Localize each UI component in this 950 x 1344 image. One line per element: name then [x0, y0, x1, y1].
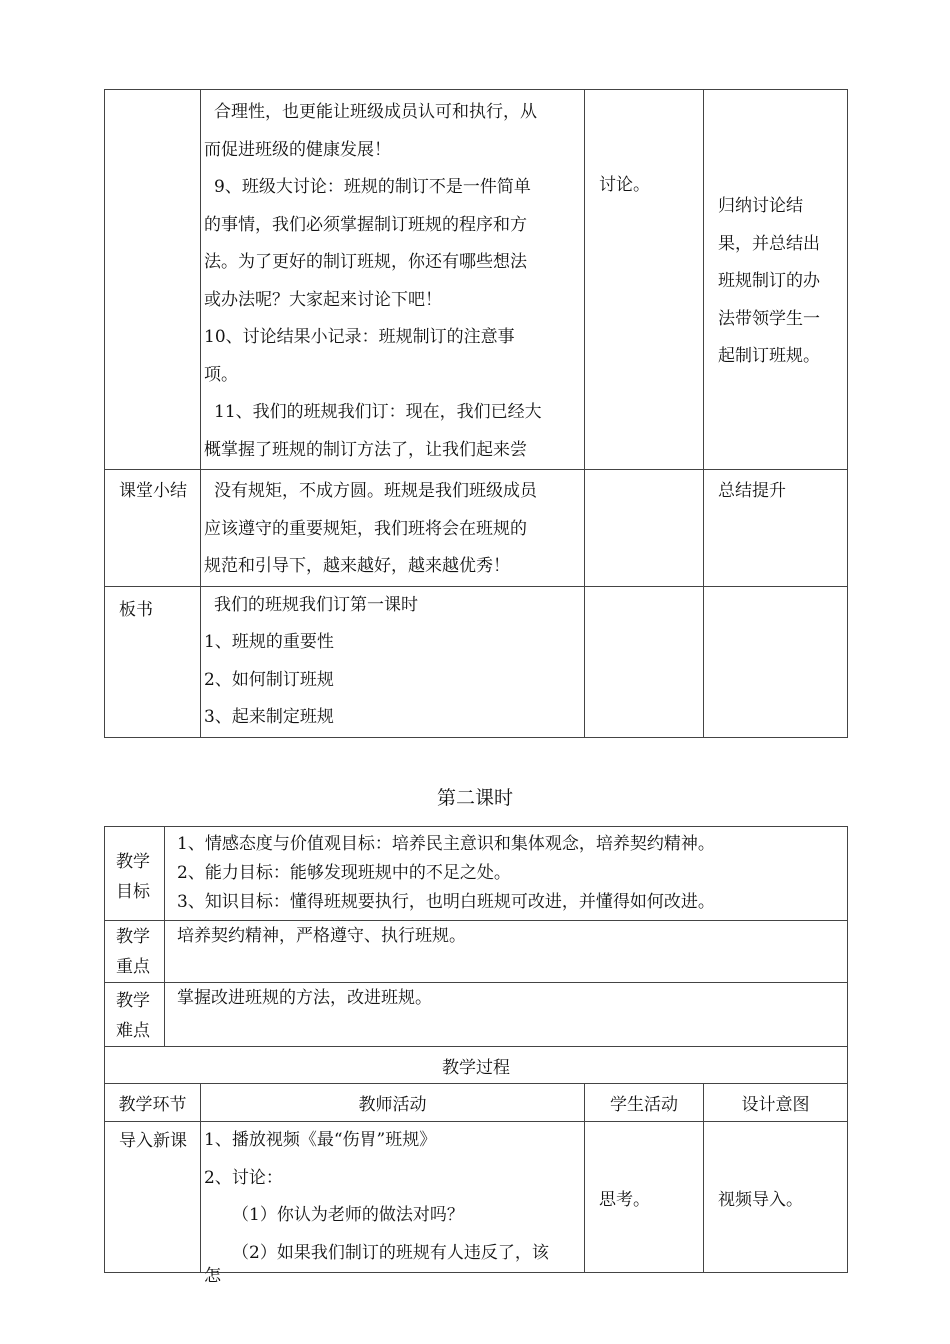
table-row: [105, 1047, 848, 1084]
teacher-line: 10、讨论结果小记录：班规制订的注意事: [204, 327, 515, 347]
label-line: 难点: [116, 1021, 150, 1041]
teacher-activity-cell: [201, 90, 585, 470]
teacher-activity-cell: [201, 470, 585, 587]
table-header-row: [105, 1084, 848, 1122]
key-points-label: [105, 921, 165, 983]
goal-line: 2、能力目标：能够发现班规中的不足之处。: [177, 863, 511, 883]
design-line: 果，并总结出: [718, 233, 820, 254]
header-student: 学生活动: [585, 1084, 704, 1122]
row-label-text: 板书: [119, 599, 153, 620]
board-line: 3、起来制定班规: [204, 707, 334, 727]
label-line: 重点: [116, 957, 150, 977]
header-design: 设计意图: [704, 1084, 848, 1122]
teacher-line: （1）你认为老师的做法对吗？: [232, 1205, 464, 1225]
table-row: [105, 90, 848, 470]
teacher-line: 1、播放视频《最“伤胃”班规》: [204, 1130, 437, 1150]
design-line: 归纳讨论结: [718, 196, 803, 216]
student-activity-text: 讨论。: [599, 175, 650, 195]
intro-label: [105, 1122, 201, 1273]
lesson1-table: [104, 89, 848, 738]
student-activity-cell: [585, 470, 704, 587]
row-label-summary: [105, 470, 201, 587]
student-activity-cell: [585, 90, 704, 470]
label-line: 教学: [116, 991, 150, 1011]
label-line: 教学: [116, 927, 150, 947]
process-title: 教学过程: [105, 1047, 848, 1084]
row-label: [105, 90, 201, 470]
lesson2-table: [104, 826, 848, 1286]
key-points-cell: [165, 921, 848, 983]
teacher-line: （2）如果我们制订的班规有人违反了，该: [232, 1242, 549, 1263]
goal-line: 1、情感态度与价值观目标：培养民主意识和集体观念，培养契约精神。: [177, 834, 715, 854]
design-intent-cell: [704, 1122, 848, 1273]
teacher-line: 应该遵守的重要规矩，我们班将会在班规的: [204, 518, 527, 539]
goals-cell: [165, 827, 848, 921]
teacher-line: 而促进班级的健康发展！: [204, 139, 391, 160]
student-activity-text: 思考。: [599, 1189, 650, 1210]
goal-line: 3、知识目标：懂得班规要执行，也明白班规可改进，并懂得如何改进。: [177, 892, 715, 912]
difficulties-text: 掌握改进班规的方法，改进班规。: [177, 988, 432, 1008]
table-row: [105, 586, 848, 737]
teacher-line: 法。为了更好的制订班规，你还有哪些想法: [204, 252, 527, 272]
student-activity-cell: [585, 1122, 704, 1273]
design-line: 法带领学生一: [718, 308, 820, 329]
design-line: 班规制订的办: [718, 271, 820, 291]
teacher-line: 11、我们的班规我们订：现在，我们已经大: [214, 402, 542, 422]
teacher-line: 怎: [204, 1266, 221, 1286]
student-activity-cell: [585, 586, 704, 737]
board-line: 我们的班规我们订第一课时: [214, 594, 418, 615]
design-intent-cell: [704, 470, 848, 587]
difficulties-label: [105, 983, 165, 1047]
design-text: 总结提升: [718, 481, 786, 501]
difficulties-cell: [165, 983, 848, 1047]
table-row: [105, 1122, 848, 1273]
lesson2-title: 第二课时: [436, 787, 513, 809]
teacher-line: 的事情，我们必须掌握制订班规的程序和方: [204, 214, 527, 235]
row-label-board: [105, 586, 201, 737]
goals-label: [105, 827, 165, 921]
table-row: [105, 983, 848, 1047]
row-label-text: 导入新课: [119, 1131, 187, 1151]
teacher-line: 或办法呢？大家起来讨论下吧！: [204, 289, 442, 310]
board-cell: [201, 586, 585, 737]
design-intent-cell: [704, 90, 848, 470]
teacher-line: 规范和引导下，越来越好，越来越优秀！: [204, 556, 510, 576]
row-label-text: 课堂小结: [119, 481, 187, 501]
table-row: [105, 470, 848, 587]
teacher-line: 9、班级大讨论：班规的制订不是一件简单: [214, 177, 531, 197]
teacher-line: 没有规矩，不成方圆。班规是我们班级成员: [214, 481, 537, 501]
teacher-line: 项。: [204, 364, 238, 385]
teacher-line: 2、讨论：: [204, 1167, 283, 1188]
design-line: 起制订班规。: [718, 346, 820, 366]
teacher-line: 概掌握了班规的制订方法了，让我们起来尝: [204, 439, 527, 460]
table-row: [105, 827, 848, 921]
board-line: 1、班规的重要性: [204, 632, 334, 652]
board-line: 2、如何制订班规: [204, 669, 334, 690]
design-intent-cell: [704, 586, 848, 737]
teacher-line: 合理性，也更能让班级成员认可和执行，从: [214, 102, 537, 122]
header-stage: 教学环节: [105, 1084, 201, 1122]
teacher-activity-cell: [201, 1122, 585, 1286]
label-line: 教学: [116, 852, 150, 872]
label-line: 目标: [116, 882, 150, 902]
table-row: [105, 921, 848, 983]
header-teacher: 教师活动: [201, 1084, 585, 1122]
design-text: 视频导入。: [718, 1189, 803, 1210]
key-points-text: 培养契约精神，严格遵守、执行班规。: [177, 926, 466, 946]
